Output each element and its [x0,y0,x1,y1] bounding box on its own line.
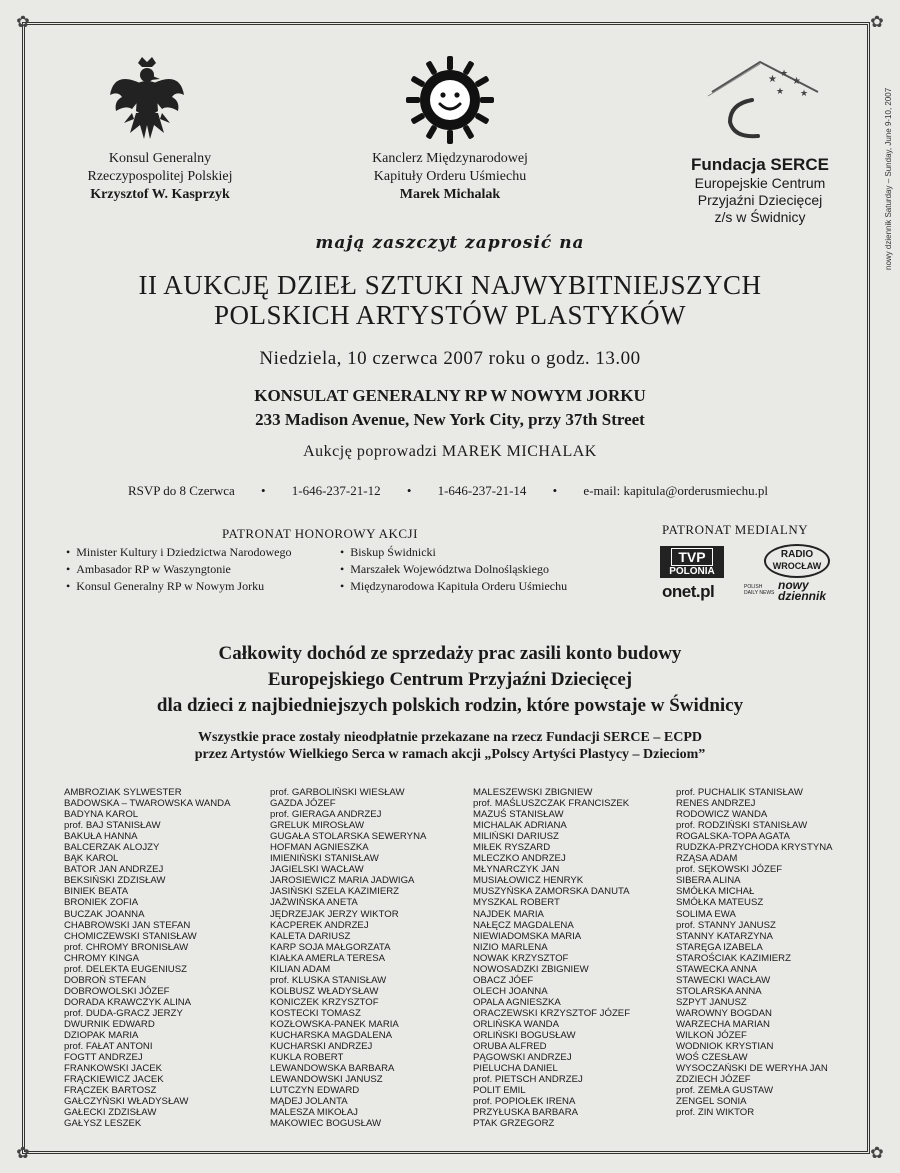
artist-name: ORLIŃSKI BOGUSŁAW [473,1030,576,1042]
proceeds-statement [0,641,900,719]
artist-name: GAŁCZYŃSKI WŁADYSŁAW [64,1096,189,1108]
host-consul-name: Krzysztof W. Kasprzyk [90,187,230,202]
artist-name: RUDZKA-PRZYCHODA KRYSTYNA [676,842,833,854]
radio-text: RADIO [780,549,814,560]
artist-name: SZPYT JANUSZ [676,996,747,1008]
artist-name: MĄDEJ JOLANTA [270,1096,348,1108]
list-item: • Ambasador RP w Waszyngtonie [66,561,291,578]
list-item: • Konsul Generalny RP w Nowym Jorku [66,578,291,595]
artist-name: KILIAN ADAM [270,963,331,975]
artist-name: MILIŃSKI DARIUSZ [473,831,559,843]
bullet-icon: • [552,483,558,498]
honorary-patronage-list-2 [340,544,567,595]
artist-name: prof. DUDA-GRACZ JERZY [64,1007,183,1019]
event-title [0,270,900,330]
host-chancellor-name: Marek Michalak [399,187,501,202]
phone-1[interactable]: 1-646-237-21-12 [291,483,381,498]
donation-note-line1: Wszystkie prace zostały nieodpłatnie przekazane na rzecz Fundacji SERCE – ECPD [198,730,702,745]
artist-name: FRĄCKIEWICZ JACEK [64,1074,164,1086]
artist-name: STANNY KATARZYNA [676,930,773,942]
artist-name: PIELUCHA DANIEL [473,1063,558,1075]
auctioneer-line: Aukcję poprowadzi MAREK MICHALAK [303,443,597,460]
tvp-sub-text: POLONIA [669,566,715,577]
artist-name: SMÓŁKA MATEUSZ [676,897,764,909]
event-title-line1: II AUKCJĘ DZIEŁ SZTUKI NAJWYBITNIEJSZYCH [138,270,762,300]
artist-name: WODNIOK KRYSTIAN [676,1041,774,1053]
host-chancellor-line1: Kanclerz Międzynarodowej [372,151,528,166]
artist-name: PTAK GRZEGORZ [473,1118,555,1130]
radio-city-text: WROCŁAW [772,561,822,571]
tvp-logo-text: TVP [671,548,713,566]
artist-name: JAROSIEWICZ MARIA JADWIGA [270,875,415,887]
artist-name: FRANKOWSKI JACEK [64,1063,163,1075]
artist-name: DOBROŃ STEFAN [64,974,147,986]
artist-name: BUCZAK JOANNA [64,908,145,920]
artist-name: FRĄCZEK BARTOSZ [64,1085,157,1097]
artist-name: KUCHARSKI ANDRZEJ [270,1041,373,1053]
artist-name: BALCERZAK ALOJZY [64,842,160,854]
artist-name: NIZIO MARLENA [473,941,548,953]
artist-name: MUSZYŃSKA ZAMORSKA DANUTA [473,886,630,898]
artist-name: KONICZEK KRZYSZTOF [270,996,379,1008]
artist-name: KARP SOJA MAŁGORZATA [270,941,391,953]
invite-line: mają zaszczyt zaprosić na [315,233,585,253]
donation-note [0,729,900,763]
artist-name: DOBROWOLSKI JÓZEF [64,985,170,997]
artist-name: MICHALAK ADRIANA [473,820,567,832]
artist-name: prof. GARBOLIŃSKI WIESŁAW [270,787,405,798]
artist-name: prof. FAŁAT ANTONI [64,1041,153,1053]
artist-name: SIBERA ALINA [676,875,741,887]
artist-name: MIŁEK RYSZARD [473,842,551,854]
artists-column-1 [64,787,231,1129]
honorary-patronage-list-1 [66,544,291,595]
nowy-dziennik-tagline: POLISH DAILY NEWS [744,584,775,596]
artist-name: BĄK KAROL [64,853,119,865]
artist-name: RZĄSA ADAM [676,853,738,865]
bullet-icon: • [406,483,412,498]
artist-name: JAGIELSKI WACŁAW [270,864,364,876]
artist-name: MYSZKAL ROBERT [473,897,560,909]
artist-name: prof. ZIN WIKTOR [676,1107,755,1119]
artist-name: MLECZKO ANDRZEJ [473,853,566,865]
proceeds-line2: Europejskiego Centrum Przyjaźni Dziecięcej [267,669,633,690]
phone-2[interactable]: 1-646-237-21-14 [437,483,527,498]
artist-name: prof. KLUSKA STANISŁAW [270,974,387,986]
host-consul-line1: Konsul Generalny [108,151,212,166]
artist-name: prof. RODZIŃSKI STANISŁAW [676,820,808,832]
artist-name: KIAŁKA AMERLA TERESA [270,952,386,964]
svg-text:★: ★ [776,87,785,97]
artist-name: STOLARSKA ANNA [676,985,762,997]
artist-name: BATOR JAN ANDRZEJ [64,864,164,876]
host-foundation-line2: Europejskie Centrum [694,175,826,191]
artist-name: BRONIEK ZOFIA [64,897,139,909]
artist-name: BEKSIŃSKI ZDZISŁAW [64,875,166,887]
artist-name: PĄGOWSKI ANDRZEJ [473,1052,572,1064]
host-chancellor-line2: Kapituły Orderu Uśmiechu [373,169,527,184]
artists-column-3 [473,787,630,1129]
artist-name: ZDZIECH JÓZEF [676,1074,751,1086]
radio-wroclaw-logo [764,544,830,578]
artist-name: GRELUK MIROSŁAW [270,820,364,832]
artist-name: OLECH JOANNA [473,985,548,997]
artist-name: BADYNA KAROL [64,809,139,821]
artist-name: KOSTECKI TOMASZ [270,1007,361,1019]
artist-name: LEWANDOWSKA BARBARA [270,1063,395,1075]
artists-column-4 [676,787,833,1118]
list-item: • Biskup Świdnicki [340,544,567,561]
artist-name: prof. PUCHALIK STANISŁAW [676,787,803,798]
artist-name: ORUBA ALFRED [473,1041,547,1053]
list-item: • Marszałek Województwa Dolnośląskiego [340,561,567,578]
corner-ornament-icon: ✿ [16,1145,30,1162]
artist-name: prof. PIETSCH ANDRZEJ [473,1074,583,1086]
artist-name: DZIOPAK MARIA [64,1030,139,1042]
artist-name: LUTCZYN EDWARD [270,1085,360,1097]
artist-name: WAROWNY BOGDAN [676,1007,772,1019]
tvp-polonia-logo [660,546,724,578]
artist-name: STAWECKA ANNA [676,963,758,975]
contact-line [128,483,768,499]
artist-name: RENES ANDRZEJ [676,798,756,810]
host-foundation [662,155,858,226]
artist-name: GAZDA JÓZEF [270,798,336,810]
artist-name: prof. SĘKOWSKI JÓZEF [676,864,783,876]
proceeds-line3: dla dzieci z najbiedniejszych polskich rodzin, które powstaje w Świdnicy [156,695,744,716]
artist-name: STAROŚCIAK KAZIMIERZ [676,952,791,964]
artist-name: GAŁYSZ LESZEK [64,1118,142,1130]
artist-name: ORACZEWSKI KRZYSZTOF JÓZEF [473,1007,631,1019]
artist-name: WARZECHA MARIAN [676,1018,770,1030]
artist-name: WYSOCZAŃSKI DE WERYHA JAN [676,1063,828,1075]
artist-name: prof. ZEMŁA GUSTAW [676,1085,774,1097]
artist-name: MUSIAŁOWICZ HENRYK [473,875,584,887]
artist-name: prof. CHROMY BRONISŁAW [64,941,189,953]
host-foundation-line4: z/s w Świdnicy [714,209,806,225]
host-foundation-line3: Przyjaźni Dziecięcej [697,192,823,208]
corner-ornament-icon: ✿ [870,14,884,31]
host-consul-line2: Rzeczypospolitej Polskiej [87,169,233,184]
artist-name: KACPEREK ANDRZEJ [270,919,369,931]
artist-name: prof. GIERAGA ANDRZEJ [270,809,382,821]
artist-name: KOLBUSZ WŁADYSŁAW [270,985,379,997]
venue-name: KONSULAT GENERALNY RP W NOWYM JORKU [254,386,646,405]
list-item: • Międzynarodowa Kapituła Orderu Uśmiechu [340,578,567,595]
artist-name: prof. DELEKTA EUGENIUSZ [64,963,187,975]
event-venue [0,384,900,432]
artist-name: JAŻWIŃSKA ANETA [270,897,358,909]
host-foundation-name: Fundacja SERCE [691,155,829,174]
artist-name: POLIT EMIL [473,1085,526,1097]
honorary-patronage-heading: PATRONAT HONOROWY AKCJI [222,526,418,541]
corner-ornament-icon: ✿ [870,1145,884,1162]
artist-name: DWURNIK EDWARD [64,1018,155,1030]
artist-name: GAŁECKI ZDZISŁAW [64,1107,157,1119]
artist-name: prof. STANNY JANUSZ [676,919,776,931]
artist-name: STARĘGA IZABELA [676,941,763,953]
artist-name: MŁYNARCZYK JAN [473,864,560,876]
artist-name: CHROMY KINGA [64,952,139,964]
artist-name: MALESZEWSKI ZBIGNIEW [473,787,593,798]
artist-name: LEWANDOWSKI JANUSZ [270,1074,383,1086]
polish-eagle-emblem-icon [108,55,186,145]
event-title-line2: POLSKICH ARTYSTÓW PLASTYKÓW [214,300,686,330]
artist-name: KUCHARSKA MAGDALENA [270,1030,393,1042]
artist-name: KALETA DARIUSZ [270,930,351,942]
proceeds-line1: Całkowity dochód ze sprzedaży prac zasili konto budowy [218,643,682,664]
venue-address: 233 Madison Avenue, New York City, przy 37th Street [255,410,645,429]
artist-name: NOWOSADZKI ZBIGNIEW [473,963,589,975]
list-item: • Minister Kultury i Dziedzictwa Narodowego [66,544,291,561]
artist-name: MALESZA MIKOŁAJ [270,1107,358,1119]
artist-name: CHOMICZEWSKI STANISŁAW [64,930,197,942]
svg-text:★: ★ [768,74,777,85]
event-date: Niedziela, 10 czerwca 2007 roku o godz. 13.00 [259,348,641,369]
artist-name: BAKUŁA HANNA [64,831,138,843]
artist-name: FOGTT ANDRZEJ [64,1052,143,1064]
bullet-icon: • [260,483,266,498]
artist-name: KUKLA ROBERT [270,1052,344,1064]
artist-name: WOŚ CZESŁAW [676,1052,748,1064]
artist-name: SMÓŁKA MICHAŁ [676,886,755,898]
fundacja-serce-logo-icon [700,52,830,144]
media-patronage-heading: PATRONAT MEDIALNY [662,522,809,537]
artist-name: GUGAŁA STOLARSKA SEWERYNA [270,831,427,843]
artist-name: prof. POPIOŁEK IRENA [473,1096,576,1108]
newspaper-side-note: nowy dziennik Saturday – Sunday, June 9-10, 2007 [884,87,893,270]
artist-name: KOZŁOWSKA-PANEK MARIA [270,1018,399,1030]
svg-text:★: ★ [792,76,801,87]
host-consul [60,150,260,204]
artist-name: BINIEK BEATA [64,886,129,898]
svg-text:★: ★ [780,69,789,79]
artist-name: RODOWICZ WANDA [676,809,768,821]
artists-column-2 [270,787,426,1129]
email-link[interactable]: e-mail: kapitula@orderusmiechu.pl [583,483,768,498]
artist-name: DORADA KRAWCZYK ALINA [64,996,192,1008]
artist-name: JĘDRZEJAK JERZY WIKTOR [270,908,399,920]
onet-logo: onet.pl [662,582,715,601]
svg-text:★: ★ [800,89,809,99]
artist-name: OBACZ JÓEF [473,974,534,986]
artist-name: STAWECKI WACŁAW [676,974,771,986]
artist-name: CHABROWSKI JAN STEFAN [64,919,191,931]
artist-name: NIEWIADOMSKA MARIA [473,930,582,942]
artist-name: prof. MAŚLUSZCZAK FRANCISZEK [473,798,630,810]
artist-name: prof. BAJ STANISŁAW [64,820,161,832]
artist-name: MAKOWIEC BOGUSŁAW [270,1118,382,1130]
artist-name: WILKOŃ JÓZEF [676,1030,747,1042]
artist-name: NOWAK KRZYSZTOF [473,952,569,964]
host-chancellor [340,150,560,204]
artist-name: NAŁĘCZ MAGDALENA [473,919,574,931]
artist-name: MAZUŚ STANISŁAW [473,809,564,821]
artist-name: SOLIMA EWA [676,908,736,920]
artist-name: ZENGEL SONIA [676,1096,747,1108]
donation-note-line2: przez Artystów Wielkiego Serca w ramach akcji „Polscy Artyści Plastycy – Dzieciom” [194,747,706,762]
artist-name: AMBROZIAK SYLWESTER [64,787,182,798]
rsvp-text: RSVP do 8 Czerwca [128,483,235,498]
artist-name: PRZYŁUSKA BARBARA [473,1107,579,1119]
artist-name: OPALA AGNIESZKA [473,996,561,1008]
artist-name: IMIENIŃSKI STANISŁAW [270,853,379,865]
nowy-dziennik-logo: nowy dziennik [778,578,827,603]
artist-name: NAJDEK MARIA [473,908,544,920]
corner-ornament-icon: ✿ [16,14,30,31]
order-of-smile-logo-icon [402,52,498,148]
artist-name: HOFMAN AGNIESZKA [270,842,369,854]
artist-name: ORLIŃSKA WANDA [473,1018,560,1030]
artist-name: BADOWSKA – TWAROWSKA WANDA [64,798,231,810]
artist-name: ROGALSKA-TOPA AGATA [676,831,790,843]
artist-name: JASIŃSKI SZELA KAZIMIERZ [270,886,400,898]
